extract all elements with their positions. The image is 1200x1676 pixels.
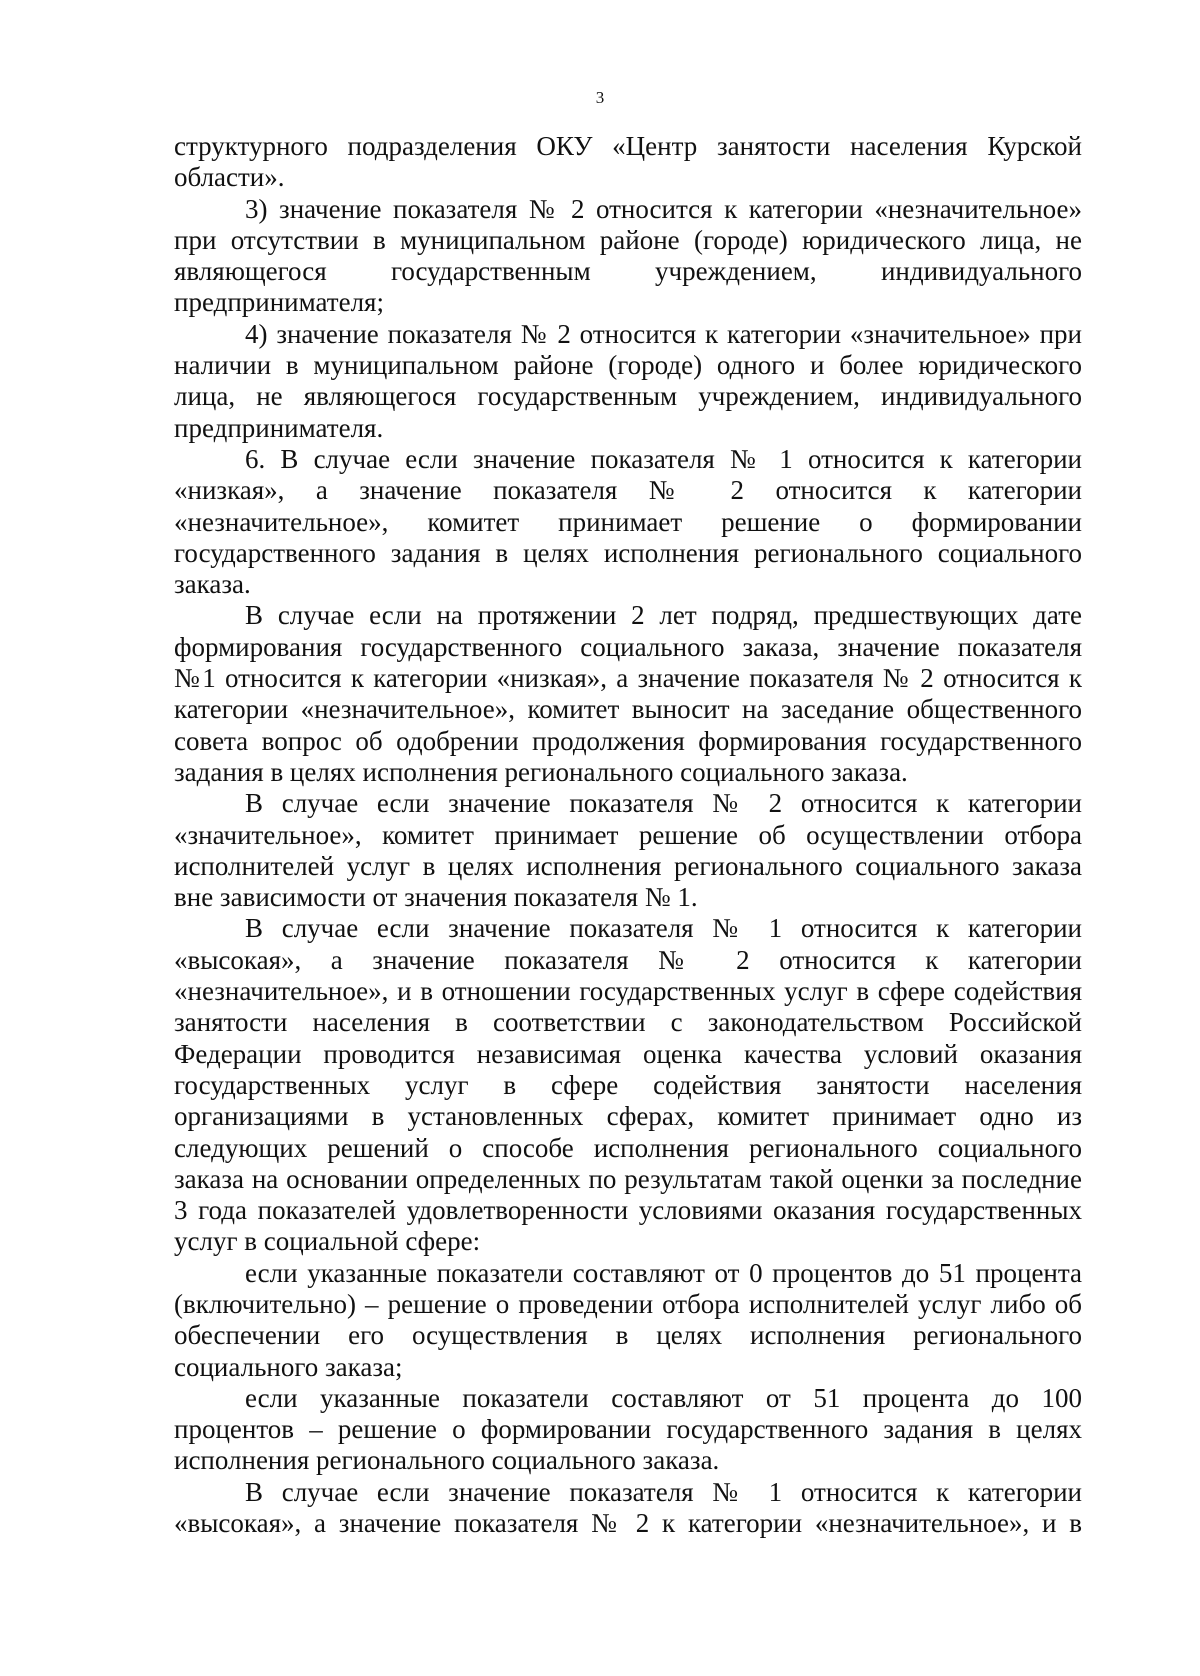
text-line: 6. В случае если значение показателя № 1 относится к категории (245, 443, 1082, 474)
paragraph (174, 131, 1082, 194)
text-line: процентов – решение о формировании государственного задания в целях (174, 1414, 1082, 1445)
text-line: В случае если значение показателя № 2 относится к категории (245, 788, 1082, 819)
text-line: государственных услуг в сфере содействия занятости населения (174, 1069, 1082, 1100)
text-line: категории «незначительное», комитет выносит на заседание общественного (174, 694, 1082, 725)
text-line: (включительно) – решение о проведении отбора исполнителей услуг либо об (174, 1288, 1082, 1319)
paragraph (174, 444, 1082, 600)
text-line: являющегося государственным учреждением, индивидуального (174, 256, 1082, 287)
text-line: «значительное», комитет принимает решение об осуществлении отбора (174, 819, 1082, 850)
text-line: формирования государственного социального заказа, значение показателя (174, 631, 1082, 662)
text-line: наличии в муниципальном районе (городе) одного и более юридического (174, 350, 1082, 381)
paragraph (174, 788, 1082, 913)
paragraph (174, 1383, 1082, 1477)
paragraph (174, 1477, 1082, 1540)
text-line: задания в целях исполнения регионального социального заказа. (174, 756, 908, 787)
paragraph (174, 1258, 1082, 1383)
text-line: совета вопрос об одобрении продолжения формирования государственного (174, 725, 1082, 756)
text-line: В случае если на протяжении 2 лет подряд, предшествующих дате (245, 600, 1082, 631)
text-line: В случае если значение показателя № 1 относится к категории (245, 1476, 1082, 1507)
text-line: «незначительное», комитет принимает решение о формировании (174, 506, 1082, 537)
text-line: вне зависимости от значения показателя № 1. (174, 882, 698, 913)
text-line: занятости населения в соответствии с законодательством Российской (174, 1007, 1082, 1038)
text-line: «низкая», а значение показателя № 2 относится к категории (174, 475, 1082, 506)
text-line: заказа на основании определенных по результатам такой оценки за последние (174, 1163, 1082, 1194)
paragraph (174, 319, 1082, 444)
text-line: 3 года показателей удовлетворенности условиями оказания государственных (174, 1195, 1082, 1226)
text-line: исполнения регионального социального заказа. (174, 1445, 720, 1476)
text-line: «незначительное», и в отношении государственных услуг в сфере содействия (174, 976, 1082, 1007)
text-line: 4) значение показателя № 2 относится к категории «значительное» при (245, 318, 1082, 349)
text-line: №1 относится к категории «низкая», а значение показателя № 2 относится к (174, 663, 1082, 694)
text-line: В случае если значение показателя № 1 относится к категории (245, 913, 1082, 944)
text-line: организациями в установленных сферах, комитет принимает одно из (174, 1101, 1082, 1132)
text-line: предпринимателя; (174, 287, 384, 318)
text-line: области». (174, 162, 285, 193)
text-line: лица, не являющегося государственным учреждением, индивидуального (174, 381, 1082, 412)
page-number: 3 (595, 88, 605, 107)
text-line: Федерации проводится независимая оценка качества условий оказания (174, 1038, 1082, 1069)
text-line: социального заказа; (174, 1351, 403, 1382)
paragraph (174, 913, 1082, 1257)
text-line: следующих решений о способе исполнения регионального социального (174, 1132, 1082, 1163)
text-line: заказа. (174, 569, 251, 600)
paragraph (174, 600, 1082, 788)
text-line: «высокая», а значение показателя № 2 к категории «незначительное», и в (174, 1508, 1082, 1539)
text-line: услуг в социальной сфере: (174, 1226, 481, 1257)
text-line: 3) значение показателя № 2 относится к категории «незначительное» (245, 193, 1082, 224)
text-line: если указанные показатели составляют от 0 процентов до 51 процента (245, 1257, 1082, 1288)
text-line: обеспечении его осуществления в целях исполнения регионального (174, 1320, 1082, 1351)
paragraph (174, 194, 1082, 319)
text-line: государственного задания в целях исполнения регионального социального (174, 537, 1082, 568)
text-line: исполнителей услуг в целях исполнения регионального социального заказа (174, 850, 1082, 881)
text-line: при отсутствии в муниципальном районе (городе) юридического лица, не (174, 224, 1082, 255)
text-line: если указанные показатели составляют от 51 процента до 100 (245, 1382, 1082, 1413)
text-line: структурного подразделения ОКУ «Центр занятости населения Курской (174, 131, 1082, 161)
text-line: «высокая», а значение показателя № 2 относится к категории (174, 944, 1082, 975)
text-line: предпринимателя. (174, 412, 384, 443)
document-body (174, 131, 1082, 1539)
